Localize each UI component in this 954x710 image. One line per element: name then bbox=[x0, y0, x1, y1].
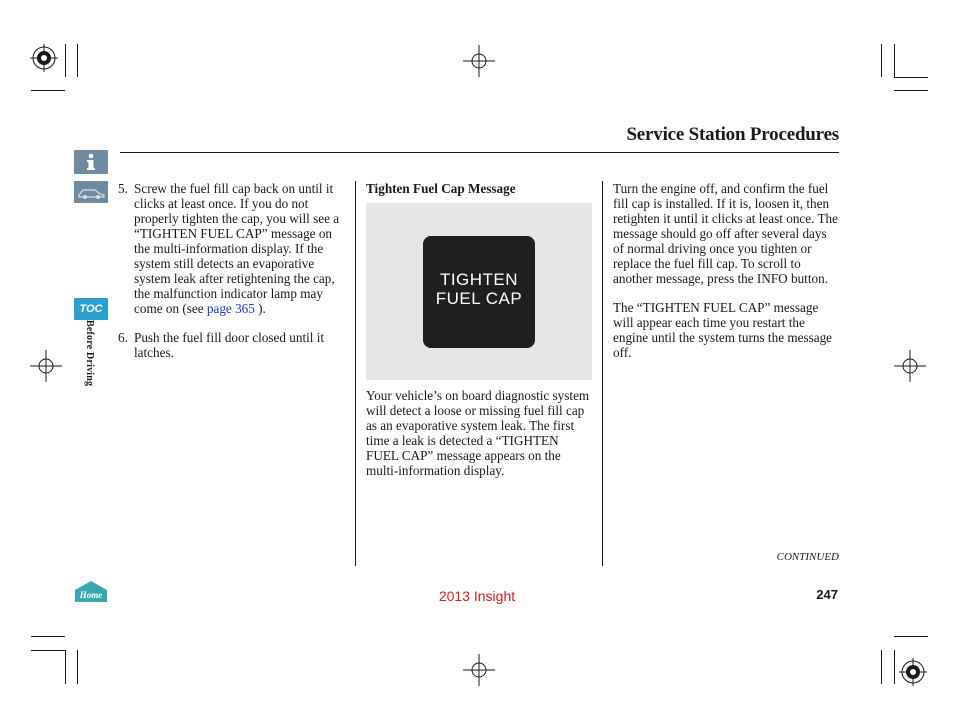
crosshair-top bbox=[463, 45, 495, 77]
column-divider-2 bbox=[602, 181, 603, 566]
registration-target-top-left bbox=[30, 44, 58, 72]
paragraph-1: Turn the engine off, and confirm the fuel fill cap is installed. If it is, loosen it, then retighten it until it clicks at least once. The message should go off after several days of normal driving once you tighten or replace the fuel fill cap. To scroll to another message, press the INFO button. bbox=[613, 181, 838, 286]
page-title: Service Station Procedures bbox=[626, 124, 839, 145]
paragraph-2: The “TIGHTEN FUEL CAP” message will appear each time you restart the engine until the system turns the message off. bbox=[613, 300, 833, 360]
column-divider-1 bbox=[355, 181, 356, 566]
step-6-text: Push the fuel fill door closed until it latches. bbox=[134, 330, 325, 360]
info-button[interactable] bbox=[74, 150, 108, 174]
continued-label: CONTINUED bbox=[776, 551, 839, 563]
page-365-link[interactable]: page 365 bbox=[206, 301, 255, 316]
display-message bbox=[423, 270, 535, 308]
column-3 bbox=[613, 181, 839, 360]
page-number: 247 bbox=[816, 587, 838, 602]
step-text bbox=[134, 181, 348, 316]
column-2-body: Your vehicle’s on board diagnostic system will detect a loose or missing fuel fill cap as an evaporative system leak. The first time a leak is detected a “TIGHTEN FUEL CAP” message appears on the multi-information display. bbox=[366, 388, 590, 478]
crosshair-bottom bbox=[463, 654, 495, 686]
column-1 bbox=[118, 181, 348, 360]
step-number: 6. bbox=[118, 330, 128, 345]
display-line-1: TIGHTEN bbox=[439, 270, 519, 289]
car-icon bbox=[74, 181, 108, 203]
car-section-button[interactable] bbox=[74, 181, 108, 203]
step-6 bbox=[118, 330, 348, 360]
info-display-screen bbox=[423, 236, 535, 348]
step-5 bbox=[118, 181, 348, 316]
crosshair-left bbox=[30, 350, 62, 382]
registration-target-bottom-right bbox=[899, 658, 927, 686]
step-5-text: Screw the fuel fill cap back on until it clicks at least once. If you do not properly tighten the cap, you will see a “TIGHTEN FUEL CAP” message on the multi-information display. If the system still detects an evaporative system leak after retightening the cap, the malfunction indicator lamp may come on (see bbox=[134, 181, 340, 316]
home-label: Home bbox=[79, 590, 103, 600]
crosshair-right bbox=[894, 350, 926, 382]
toc-button[interactable] bbox=[74, 298, 108, 320]
section-label: Before Driving bbox=[84, 320, 95, 387]
header-rule bbox=[120, 152, 839, 153]
step-5-text-end: ). bbox=[254, 301, 266, 316]
info-icon bbox=[74, 150, 108, 174]
toc-label: TOC bbox=[79, 303, 103, 315]
display-line-2: FUEL CAP bbox=[435, 289, 523, 308]
model-label: 2013 Insight bbox=[438, 588, 516, 604]
step-number: 5. bbox=[118, 181, 128, 196]
section-heading: Tighten Fuel Cap Message bbox=[366, 181, 516, 196]
